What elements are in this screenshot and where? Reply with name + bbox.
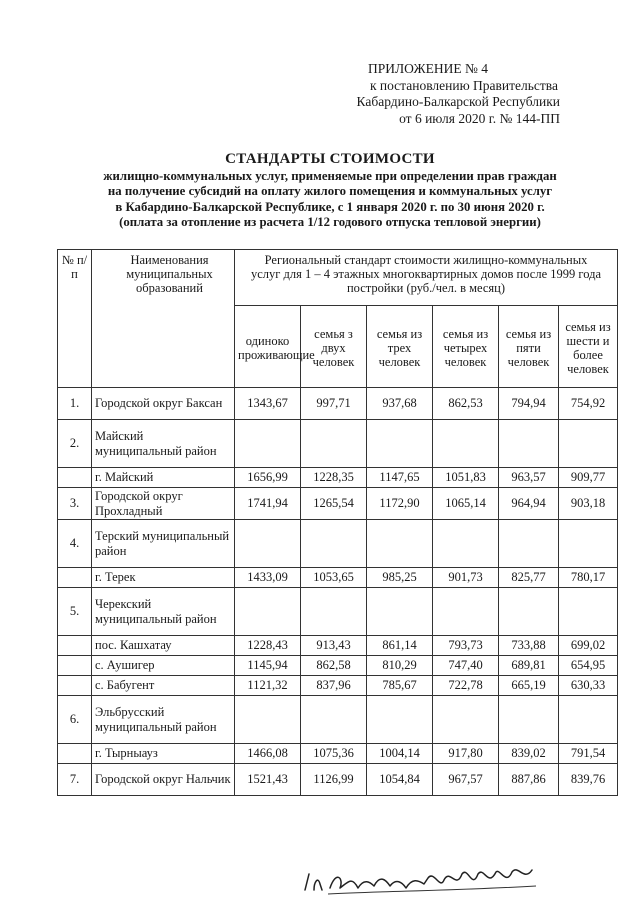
municipality-name: г. Майский	[92, 468, 235, 488]
cost-value: 665,19	[499, 676, 559, 696]
table-row	[58, 676, 618, 696]
cost-value: 937,68	[367, 388, 433, 420]
cost-value: 1228,43	[235, 636, 301, 656]
municipality-name: г. Терек	[92, 568, 235, 588]
cost-value: 1051,83	[433, 468, 499, 488]
municipality-name: Терский муниципальный район	[92, 520, 235, 568]
municipality-name: г. Тырныауз	[92, 744, 235, 764]
subtitle-line: жилищно-коммунальных услуг, применяемые при определении прав граждан	[103, 169, 557, 183]
cost-value: 909,77	[559, 468, 618, 488]
cost-value	[235, 520, 301, 568]
row-number: 7.	[58, 764, 92, 796]
table-row	[58, 588, 618, 636]
header-number: № п/п	[58, 250, 92, 388]
cost-value: 887,86	[499, 764, 559, 796]
cost-value: 1656,99	[235, 468, 301, 488]
cost-value	[499, 420, 559, 468]
subtitle-line: (оплата за отопление из расчета 1/12 годового отпуска тепловой энергии)	[119, 215, 541, 230]
cost-value: 1054,84	[367, 764, 433, 796]
row-number: 4.	[58, 520, 92, 568]
cost-value	[433, 420, 499, 468]
row-number	[58, 568, 92, 588]
cost-value: 1004,14	[367, 744, 433, 764]
table-row	[58, 468, 618, 488]
municipality-name: с. Бабугент	[92, 676, 235, 696]
document-heading	[70, 150, 590, 231]
cost-value	[301, 696, 367, 744]
cost-value	[499, 520, 559, 568]
cost-value: 1147,65	[367, 468, 433, 488]
cost-value: 997,71	[301, 388, 367, 420]
row-number	[58, 744, 92, 764]
cost-value: 747,40	[433, 656, 499, 676]
cost-value: 794,94	[499, 388, 559, 420]
cost-value	[367, 588, 433, 636]
cost-value: 1433,09	[235, 568, 301, 588]
table-row	[58, 520, 618, 568]
municipality-name: пос. Кашхатау	[92, 636, 235, 656]
cost-value: 1741,94	[235, 488, 301, 520]
table-row	[58, 420, 618, 468]
cost-value: 699,02	[559, 636, 618, 656]
cost-value: 913,43	[301, 636, 367, 656]
table-row	[58, 744, 618, 764]
cost-value	[235, 588, 301, 636]
table-row	[58, 696, 618, 744]
cost-value: 810,29	[367, 656, 433, 676]
cost-value	[367, 520, 433, 568]
cost-value: 1121,32	[235, 676, 301, 696]
municipality-name: Городской округ Нальчик	[92, 764, 235, 796]
header-family-2: семья з двух человек	[301, 306, 367, 388]
cost-value	[301, 520, 367, 568]
table-row	[58, 488, 618, 520]
cost-value	[235, 420, 301, 468]
cost-value: 630,33	[559, 676, 618, 696]
appendix-date: от 6 июля 2020 г. № 144-ПП	[399, 110, 560, 126]
table-body	[58, 388, 618, 796]
cost-value: 963,57	[499, 468, 559, 488]
cost-value: 837,96	[301, 676, 367, 696]
cost-value: 967,57	[433, 764, 499, 796]
table-row	[58, 656, 618, 676]
row-number	[58, 468, 92, 488]
cost-value: 1053,65	[301, 568, 367, 588]
cost-value: 901,73	[433, 568, 499, 588]
cost-value: 654,95	[559, 656, 618, 676]
cost-value: 780,17	[559, 568, 618, 588]
municipality-name: Городской округ Прохладный	[92, 488, 235, 520]
cost-value	[235, 696, 301, 744]
table-row	[58, 636, 618, 656]
cost-value	[367, 420, 433, 468]
cost-value: 689,81	[499, 656, 559, 676]
subtitle-line: на получение субсидий на оплату жилого помещения и коммунальных услуг	[107, 184, 553, 199]
cost-value: 825,77	[499, 568, 559, 588]
row-number: 6.	[58, 696, 92, 744]
cost-value: 862,58	[301, 656, 367, 676]
header-municipality: Наименования муниципальных образований	[92, 250, 235, 388]
cost-value: 1075,36	[301, 744, 367, 764]
table-row	[58, 764, 618, 796]
header-family-4: семья из четырех человек	[433, 306, 499, 388]
appendix-block	[300, 61, 560, 127]
cost-value: 1172,90	[367, 488, 433, 520]
cost-value: 917,80	[433, 744, 499, 764]
cost-value: 722,78	[433, 676, 499, 696]
cost-value	[433, 588, 499, 636]
handwritten-signature	[300, 860, 560, 900]
table-row	[58, 568, 618, 588]
cost-value: 903,18	[559, 488, 618, 520]
cost-value	[559, 520, 618, 568]
table-row	[58, 388, 618, 420]
row-number: 5.	[58, 588, 92, 636]
cost-value: 1145,94	[235, 656, 301, 676]
cost-value	[301, 588, 367, 636]
cost-value: 785,67	[367, 676, 433, 696]
cost-value	[499, 588, 559, 636]
cost-value: 1343,67	[235, 388, 301, 420]
cost-value: 862,53	[433, 388, 499, 420]
cost-value: 839,76	[559, 764, 618, 796]
municipality-name: Городской округ Баксан	[92, 388, 235, 420]
cost-value	[367, 696, 433, 744]
municipality-name: Майский муниципальный район	[92, 420, 235, 468]
cost-value: 1521,43	[235, 764, 301, 796]
appendix-line-3: Кабардино-Балкарской Республики	[356, 94, 560, 109]
cost-value: 1065,14	[433, 488, 499, 520]
cost-value: 861,14	[367, 636, 433, 656]
row-number	[58, 636, 92, 656]
cost-value: 1126,99	[301, 764, 367, 796]
municipality-name: Эльбрусский муниципальный район	[92, 696, 235, 744]
header-family-5: семья из пяти человек	[499, 306, 559, 388]
cost-value: 733,88	[499, 636, 559, 656]
document-title: СТАНДАРТЫ СТОИМОСТИ	[225, 151, 435, 167]
cost-value: 839,02	[499, 744, 559, 764]
row-number	[58, 676, 92, 696]
cost-value: 791,54	[559, 744, 618, 764]
cost-value: 793,73	[433, 636, 499, 656]
appendix-number: ПРИЛОЖЕНИЕ № 4	[367, 61, 488, 76]
row-number: 2.	[58, 420, 92, 468]
cost-value: 754,92	[559, 388, 618, 420]
cost-value	[499, 696, 559, 744]
subtitle-line: в Кабардино-Балкарской Республике, с 1 января 2020 г. по 30 июня 2020 г.	[115, 199, 545, 214]
cost-value: 964,94	[499, 488, 559, 520]
cost-value	[559, 696, 618, 744]
cost-value: 1265,54	[301, 488, 367, 520]
cost-value	[433, 696, 499, 744]
cost-value: 1228,35	[301, 468, 367, 488]
municipality-name: с. Аушигер	[92, 656, 235, 676]
cost-value	[433, 520, 499, 568]
municipality-name: Черекский муниципальный район	[92, 588, 235, 636]
header-single: одиноко проживающие	[235, 306, 301, 388]
cost-value	[559, 420, 618, 468]
header-regional-standard: Региональный стандарт стоимости жилищно-коммунальных услуг для 1 – 4 этажных многоквартирных домов после 1999 года постройки (руб./чел. в месяц)	[235, 250, 618, 306]
header-family-6plus: семья из шести и более человек	[559, 306, 618, 388]
cost-value: 985,25	[367, 568, 433, 588]
cost-value: 1466,08	[235, 744, 301, 764]
header-family-3: семья из трех человек	[367, 306, 433, 388]
row-number: 1.	[58, 388, 92, 420]
cost-value	[301, 420, 367, 468]
cost-value	[559, 588, 618, 636]
appendix-line-2: к постановлению Правительства	[369, 77, 558, 93]
row-number: 3.	[58, 488, 92, 520]
row-number	[58, 656, 92, 676]
cost-standards-table	[57, 249, 618, 796]
